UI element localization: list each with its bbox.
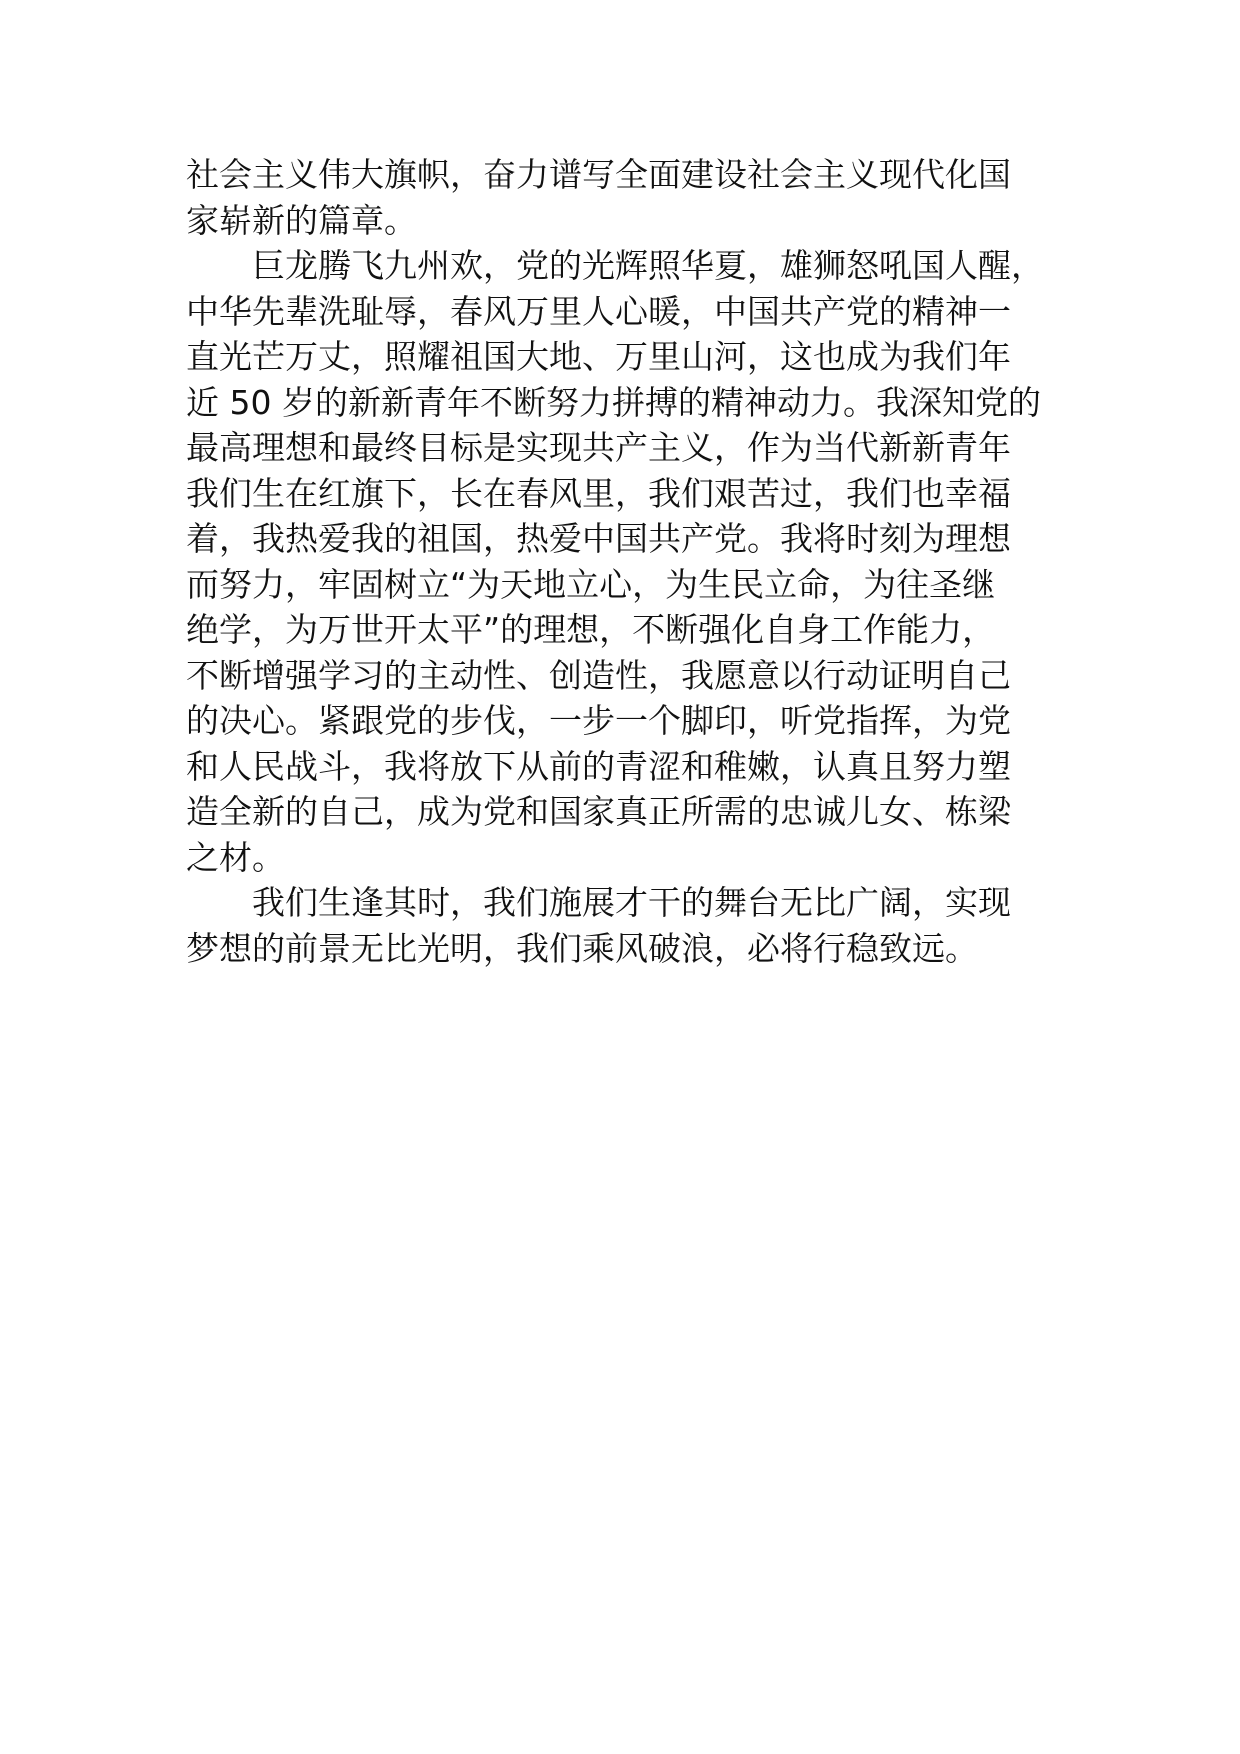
text-line: 着，我热爱我的祖国，热爱中国共产党。我将时刻为理想 (186, 519, 1011, 558)
text-line: 社会主义伟大旗帜，奋力谱写全面建设社会主义现代化国 (186, 155, 1011, 194)
text-line: 中华先辈洗耻辱，春风万里人心暖，中国共产党的精神一 (186, 291, 1011, 331)
text-line: 之材。 (186, 837, 285, 877)
text-line: 而努力，牢固树立“为天地立心，为生民立命，为往圣继 (186, 564, 996, 604)
text-line: 和人民战斗，我将放下从前的青涩和稚嫩，认真且努力塑 (186, 746, 1011, 786)
text-line: 我们生逢其时，我们施展才干的舞台无比广阔，实现 (252, 883, 1011, 922)
text-line: 造全新的自己，成为党和国家真正所需的忠诚儿女、栋梁 (186, 792, 1011, 831)
text-line: 近 50 岁的新新青年不断努力拼搏的精神动力。我深知党的 (186, 382, 1041, 422)
text-line: 我们生在红旗下，长在春风里，我们艰苦过，我们也幸福 (186, 473, 1011, 513)
text-line: 最高理想和最终目标是实现共产主义，作为当代新新青年 (186, 428, 1011, 467)
paragraph-2 (186, 243, 1062, 880)
document-body (186, 152, 1062, 971)
paragraph-1 (186, 152, 1062, 243)
text-line: 的决心。紧跟党的步伐，一步一个脚印，听党指挥，为党 (186, 701, 1011, 740)
text-line: 直光芒万丈，照耀祖国大地、万里山河，这也成为我们年 (186, 337, 1011, 376)
text-line: 家崭新的篇章。 (186, 200, 417, 240)
paragraph-3 (186, 880, 1062, 971)
text-line: 不断增强学习的主动性、创造性，我愿意以行动证明自己 (186, 655, 1011, 695)
text-line: 绝学，为万世开太平”的理想，不断强化自身工作能力， (186, 610, 996, 649)
text-line: 梦想的前景无比光明，我们乘风破浪，必将行稳致远。 (186, 928, 978, 968)
text-line: 巨龙腾飞九州欢，党的光辉照华夏，雄狮怒吼国人醒， (252, 246, 1044, 285)
